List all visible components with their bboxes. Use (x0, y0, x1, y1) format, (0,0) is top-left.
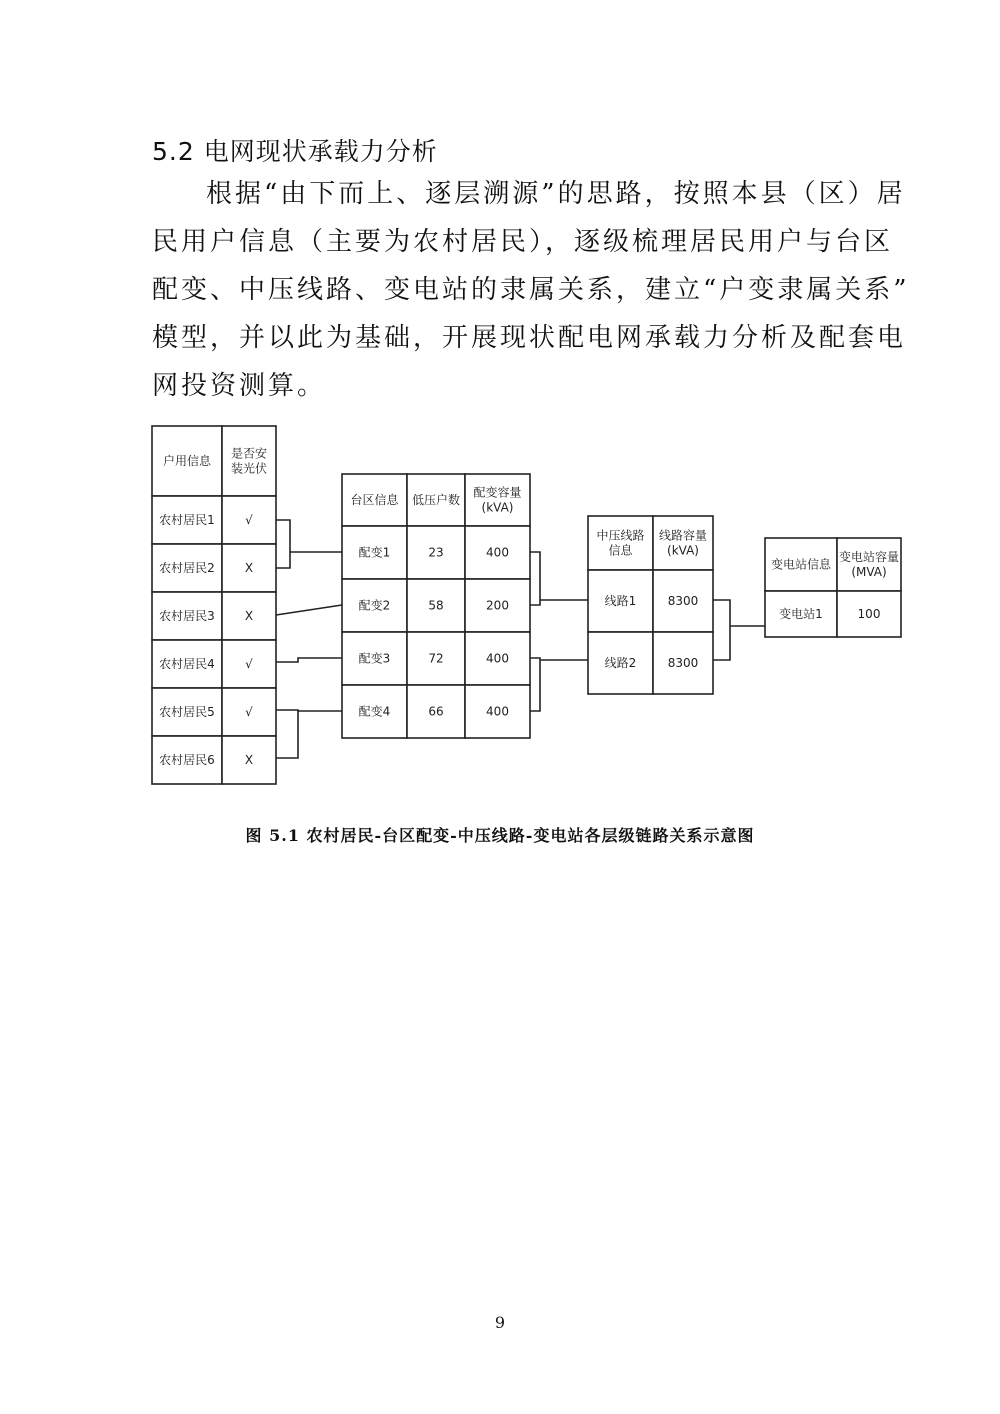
table-cell: 400 (486, 651, 509, 666)
table-cell: 配变1 (358, 545, 391, 560)
table-cell: X (244, 609, 254, 623)
table-cell: 200 (486, 598, 509, 613)
header-cell: 是否安装光伏 (230, 446, 268, 476)
table-cell: 农村居民5 (159, 705, 215, 719)
header-cell: 台区信息 (350, 493, 399, 507)
header-cell: 低压户数 (411, 493, 461, 507)
table-cell: 72 (428, 651, 444, 666)
table-cell: 58 (428, 598, 444, 613)
link-line (530, 658, 540, 711)
table-cell: 农村居民2 (159, 561, 215, 575)
paragraph-line: 网投资测算。 (152, 371, 327, 401)
table-cell: 变电站1 (779, 607, 823, 621)
table-cell: 8300 (667, 594, 699, 608)
table-cell: 线路2 (604, 656, 637, 670)
table-cell: 配变3 (358, 651, 391, 666)
table-cell: 农村居民1 (159, 513, 215, 527)
table-cell: 农村居民3 (159, 609, 215, 623)
link-line (276, 605, 342, 615)
figure-caption: 图 5.1 农村居民-台区配变-中压线路-变电站各层级链路关系示意图 (245, 826, 755, 845)
table-cell: 23 (428, 545, 444, 560)
paragraph-line: 民用户信息（主要为农村居民），逐级梳理居民用户与台区 (152, 227, 894, 257)
header-cell: 配变容量(kVA) (473, 485, 522, 515)
header-cell: 变电站容量(MVA) (838, 550, 900, 579)
link-line (276, 658, 342, 662)
link-line (276, 711, 298, 758)
table-cell: 配变4 (358, 704, 391, 719)
paragraph-line: 配变、中压线路、变电站的隶属关系，建立“户变隶属关系” (152, 275, 910, 305)
paragraph-line: 根据“由下而上、逐层溯源”的思路，按照本县（区）居 (206, 179, 906, 209)
table-cell: 农村居民4 (159, 657, 215, 671)
header-cell: 户用信息 (162, 454, 212, 468)
table-cell: √ (245, 657, 253, 671)
table-cell: 线路1 (604, 594, 637, 608)
header-cell: 线路容量(kVA) (658, 528, 708, 558)
link-line (276, 520, 290, 568)
table-cell: 农村居民6 (159, 753, 215, 767)
table-cell: 400 (486, 704, 509, 719)
table-cell: √ (245, 705, 253, 719)
table-cell: 100 (857, 607, 881, 621)
table-cell: 配变2 (358, 598, 391, 613)
household-table (152, 426, 276, 784)
table-cell: X (244, 561, 254, 575)
header-cell: 变电站信息 (770, 557, 832, 572)
table-cell: X (244, 753, 254, 767)
header-cell: 中压线路信息 (596, 528, 645, 558)
substation-table (765, 538, 901, 637)
table-cell: 8300 (667, 656, 699, 670)
link-line (713, 600, 730, 660)
section-title: 5.2 电网现状承载力分析 (152, 137, 438, 166)
paragraph-line: 模型，并以此为基础，开展现状配电网承载力分析及配套电 (152, 323, 907, 353)
page-number: 9 (494, 1313, 506, 1332)
table-cell: 400 (486, 545, 509, 560)
feeder-table (588, 516, 713, 694)
transformer-table (342, 474, 530, 738)
link-line (530, 552, 540, 605)
link-line (276, 710, 342, 711)
table-cell: √ (245, 513, 253, 527)
table-cell: 66 (428, 704, 444, 719)
